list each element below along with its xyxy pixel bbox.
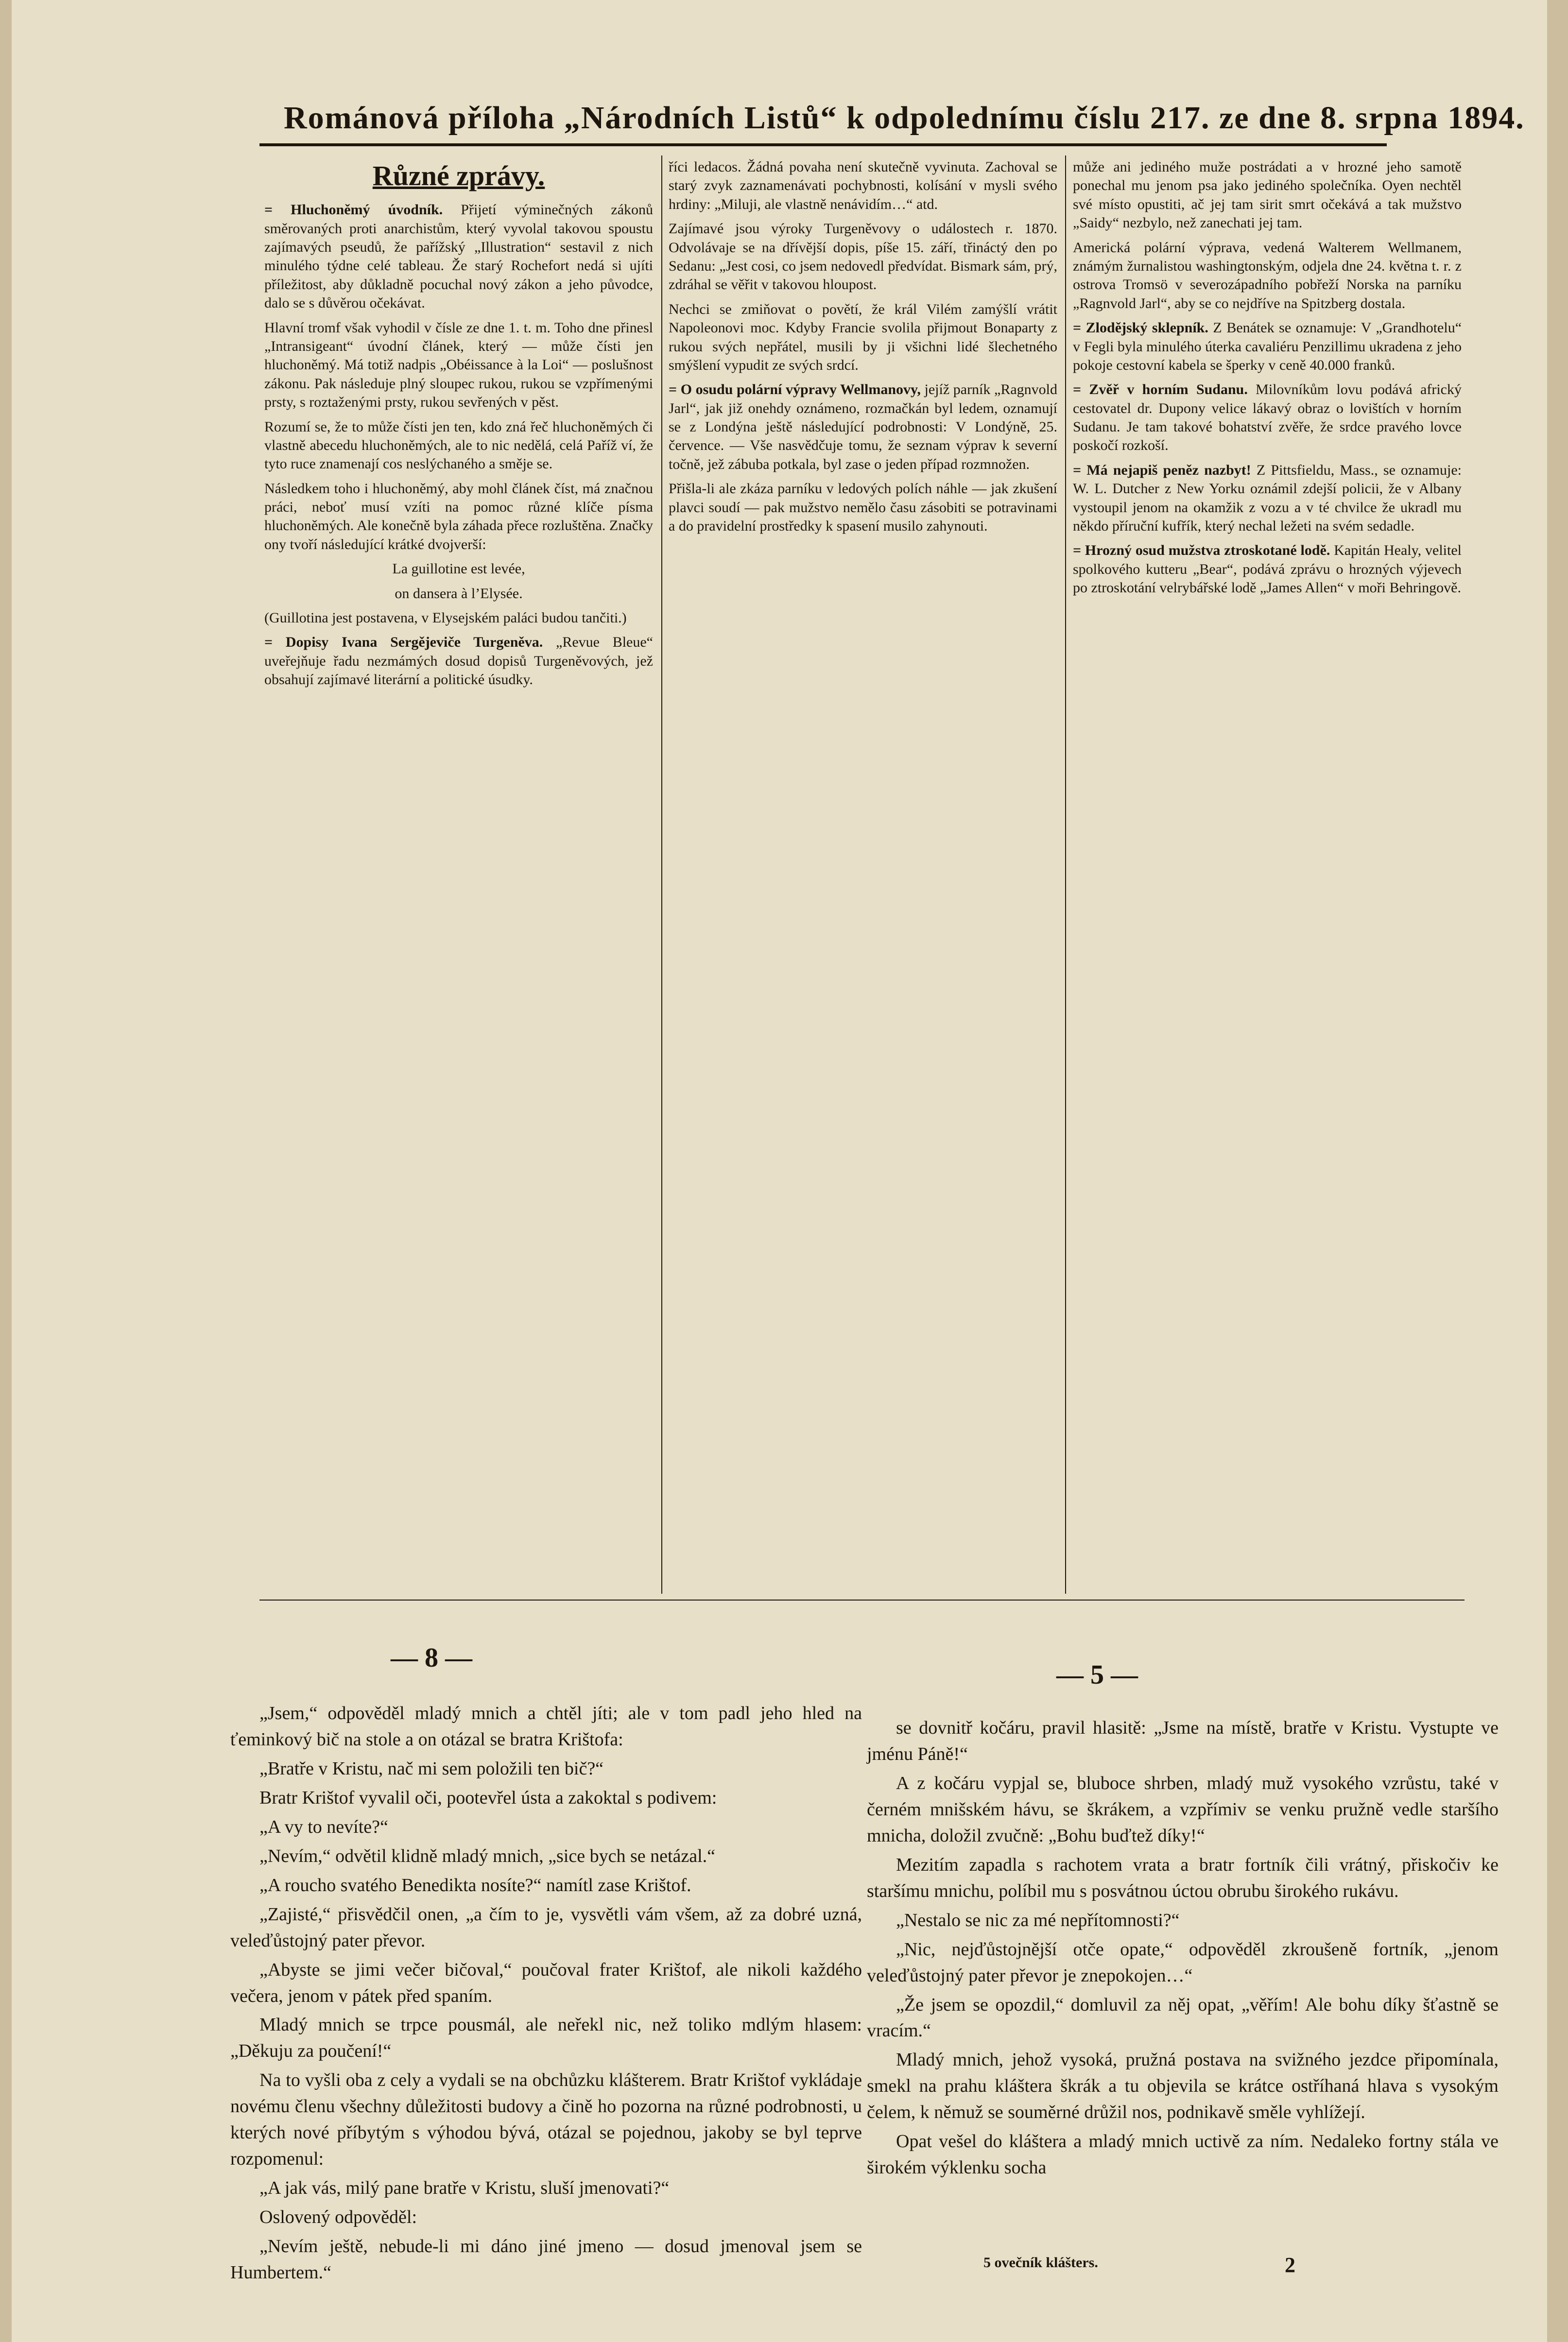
article-heading: = Má nejapiš peněz nazbyt!	[1073, 462, 1251, 478]
right-page-number: — 5 —	[1056, 1660, 1138, 1690]
novel-paragraph: „A jak vás, milý pane bratře v Kristu, sluší jmenovati?“	[259, 2178, 670, 2199]
novel-paragraph: „Nevím,“ odvětil klidně mladý mnich, „sice bych se netázal.“	[259, 1845, 716, 1866]
novel-paragraph: „A roucho svatého Benedikta nosíte?“ namítl zase Krištof.	[259, 1875, 691, 1895]
news-paragraph	[264, 319, 653, 412]
news-paragraph	[669, 480, 1057, 535]
paragraph-text: Americká polární výprava, vedená Walterem Wellmanem, známým žurnalistou washingtonským, odjela dne 24. května t. r. z ostrova Tromsö v severozápadního pobřeží Norska na parníku „Ragnvold Jarl“, aby se co nejdříve na Spitzberg dostala.	[1073, 239, 1462, 311]
paragraph-text: Hlavní tromf však vyhodil v čísle ze dne 1. t. m. Toho dne přinesl „Intransigeant“ úvodní článek, který — může čísti jen hluchoněmý. Má totiž nadpis „Obéissance à la Loi“ — poslušnost zákonu. Pak následuje plný sloupec rukou, rukou se vzpřímenými prsty, s roztaženými prsty, rukou sevřených v pěst.	[264, 319, 653, 411]
novel-paragraph: se dovnitř kočáru, pravil hlasitě: „Jsme na místě, bratře v Kristu. Vystupte ve jménu Páně!“	[867, 1718, 1499, 1764]
news-paragraph	[264, 585, 653, 603]
paragraph-text: říci ledacos. Žádná povaha není skutečně vyvinuta. Zachoval se starý zvyk zaznamenávati pochybnosti, kolísání v mysli svého hrdiny: „Miluji, ale vlastně nenávidím…“ atd.	[669, 159, 1057, 212]
article-heading: = Hluchoněmý úvodník.	[264, 202, 443, 218]
paragraph-text: Milovníkům lovu podává africký cestovatel dr. Dupony velice lákavý obraz o lovištích v horním Sudanu. Je tam takové bohatství zvěře, že srdce pravého lovce poskočí rozkoší.	[1073, 381, 1462, 454]
page-header-title: Románová příloha „Národních Listů“ k odpolednímu číslu 217. ze dne 8. srpna 1894.	[284, 100, 1525, 136]
news-paragraph	[264, 609, 653, 627]
news-paragraph	[1073, 380, 1462, 455]
paragraph-text: Nechci se zmiňovat o povětí, že král Vilém zamýšlí vrátit Napoleonovi moc. Kdyby Francie svolila přijmout Bonaparty z rukou svých nepřátel, musili by ji všichni lidé šlechetného smýšlení vypudit ze svých srdcí.	[669, 301, 1057, 373]
paragraph-text: „Revue Bleue“ uveřejňuje řadu nezmámých dosud dopisů Turgeněvových, jež obsahují zajímavé literární a politické úsudky.	[264, 634, 653, 688]
novel-paragraph: Bratr Krištof vyvalil oči, pootevřel ústa a zakoktal s podivem:	[259, 1787, 717, 1808]
paragraph-text: on dansera à l’Elysée.	[395, 585, 523, 602]
article-heading: = Dopisy Ivana Sergějeviče Turgeněva.	[264, 634, 543, 651]
sheet-number: 2	[1285, 2253, 1295, 2277]
novel-paragraph: A z kočáru vypjal se, bluboce shrben, mladý muž vysokého vzrůstu, také v černém mnišském hávu, se škrákem, a vzpřímiv se venku pružně vedle staršího mnicha, doložil zvučně: „Bohu buďtež díky!“	[867, 1773, 1499, 1846]
paragraph-text: Z Benátek se oznamuje: V „Grandhotelu“ v Fegli byla minulého úterka cavaliéru Penzillimu ukradena z jeho pokoje cestovní kabela se šperky v ceně 40.000 franků.	[1073, 320, 1462, 373]
section-heading: Různé zprávy.	[372, 160, 545, 191]
novel-paragraph: Mladý mnich se trpce pousmál, ale neřekl nic, než toliko mdlým hlasem: „Děkuju za poučení!“	[230, 2015, 862, 2062]
news-paragraph	[1073, 319, 1462, 375]
column-divider	[661, 155, 662, 1594]
news-paragraph	[264, 633, 653, 689]
paragraph-text: Přišla-li ale zkáza parníku v ledových polích náhle — jak zkušení plavci soudí — pak mužstvo nemělo času zásobiti se potravinami a do pravidelní prostředky k spasení musilo zahynouti.	[669, 481, 1057, 534]
novel-paragraph: „Nevím ještě, nebude-li mi dáno jiné jmeno — dosud jmenoval jsem se Humbertem.“	[230, 2236, 862, 2283]
header-rule	[259, 143, 1387, 146]
signature-mark: 5 ovečník klášters.	[983, 2255, 1098, 2271]
novel-page-left	[230, 1701, 862, 2283]
novel-paragraph: Oslovený odpověděl:	[259, 2207, 417, 2228]
article-heading: = O osudu polární výpravy Wellmanovy,	[669, 381, 921, 398]
paragraph-text: může ani jediného muže postrádati a v hrozné jeho samotě ponechal mu jenom psa jako jediného společníka. Oyen nechtěl své místo opustiti, ač jej tam sirit smrt očekává a tak mužstvo „Saidy“ nezbylo, než zanechati jej tam.	[1073, 159, 1462, 231]
paragraph-text: (Guillotina jest postavena, v Elysejském paláci budou tančiti.)	[264, 610, 627, 626]
novel-paragraph: „Nestalo se nic za mé nepřítomnosti?“	[896, 1910, 1180, 1930]
news-paragraph	[669, 300, 1057, 375]
paragraph-text: Zajímavé jsou výroky Turgeněvovy o událostech r. 1870. Odvolávaje se na dřívější dopis, píše 15. září, třináctý den po Sedanu: „Jest cosi, co jsem nedovedl předvídat. Bismark sám, prý, zdráhal se věřit v takovou hloupost.	[669, 221, 1057, 293]
news-column-1	[264, 158, 653, 1591]
news-paragraph	[1073, 239, 1462, 313]
news-column-2	[669, 158, 1057, 1591]
newspaper-page	[12, 0, 1547, 2342]
novel-paragraph: Na to vyšli oba z cely a vydali se na obchůzku klášterem. Bratr Krištof vykládaje novému členu všechny důležitosti budovy a čině ho pozorna na různé podrobnosti, u kterých nové příbytým s výhodou bývá, otázal se pojednou, jakoby se byl teprve rozpomenul:	[230, 2070, 862, 2170]
novel-paragraph: „Jsem,“ odpověděl mladý mnich a chtěl jíti; ale v tom padl jeho hled na ťeminkový bič na stole a on otázal se bratra Krištofa:	[230, 1703, 862, 1750]
novel-paragraph: „Že jsem se opozdil,“ domluvil za něj opat, „věřím! Ale bohu díky šťastně se vracím.“	[867, 1994, 1499, 2041]
novel-page-right	[867, 1715, 1499, 2255]
news-paragraph	[264, 418, 653, 474]
novel-paragraph: „Nic, nejďůstojnější otče opate,“ odpověděl zkroušeně fortník, „jenom veleďůstojný pater převor je znepokojen…“	[867, 1939, 1499, 1986]
novel-paragraph: Mezitím zapadla s rachotem vrata a bratr fortník čili vrátný, přiskočiv ke staršímu mnichu, políbil mu s posvátnou úctou obrubu širokého rukávu.	[867, 1854, 1499, 1901]
news-paragraph	[264, 201, 653, 312]
novel-paragraph: Mladý mnich, jehož vysoká, pružná postava na svižného jezdce připomínala, smekl na prahu kláštera škrák a tu objevila se krátce ostříhaná hlava s vysokým čelem, k němuž se souměrné drůžil nos, podnikavě směle vyhlížejí.	[867, 2049, 1499, 2123]
section-divider	[259, 1600, 1465, 1601]
novel-paragraph: „Abyste se jimi večer bičoval,“ poučoval frater Krištof, ale nikoli každého večera, jenom v pátek před spaním.	[230, 1959, 862, 2006]
paragraph-text: Přijetí výminečných zákonů směrovaných proti anarchistům, který vyvolal takovou spoustu zajímavých pseudů, že pařížský „Illustration“ sestavil z nich minulého týdne celé tableau. Že starý Rochefort nedá si ujíti příležitost, aby důkladně pocuchal nový zákon a jeho původce, dalo se s důvěrou očekávat.	[264, 202, 654, 311]
paragraph-text: jejíž parník „Ragnvold Jarl“, jak již onehdy oznámeno, rozmačkán byl ledem, oznamují se z Londýna ještě následující podrobnosti: V Londýně, 25. července. — Vše nasvědčuje tomu, že seznam výprav k severní točně, jež zábuba potkala, byl zase o jeden případ rozmnožen.	[669, 381, 1057, 472]
novel-paragraph: „Bratře v Kristu, nač mi sem položili ten bič?“	[259, 1758, 604, 1779]
news-paragraph	[669, 220, 1057, 294]
news-paragraph	[669, 380, 1057, 474]
paragraph-text: Následkem toho i hluchoněmý, aby mohl článek číst, má značnou práci, neboť musí vzíti na pomoc různé klíče písma hluchoněmých. Ale konečně byla záhada přece rozluštěna. Značky ony tvoří následující krátké dvojverší:	[264, 480, 653, 552]
paragraph-text: La guillotine est levée,	[392, 561, 525, 577]
novel-paragraph: Opat vešel do kláštera a mladý mnich uctivě za ním. Nedaleko fortny stála ve širokém výklenku socha	[867, 2131, 1499, 2178]
news-paragraph	[264, 480, 653, 554]
news-paragraph	[669, 158, 1057, 214]
paragraph-text: Rozumí se, že to může čísti jen ten, kdo zná řeč hluchoněmých či vlastně abecedu hluchoněmých, ale to nic nedělá, celá Paříž ví, že tyto ruce znamenají cos neslýchaného a směje se.	[264, 418, 653, 472]
news-paragraph	[264, 560, 653, 578]
news-column-3	[1073, 158, 1462, 1591]
article-heading: = Zlodějský sklepník.	[1073, 320, 1208, 336]
column-divider	[1065, 155, 1066, 1594]
paragraph-text: Z Pittsfieldu, Mass., se oznamuje: W. L. Dutcher z New Yorku oznámil zdejší policii, že v Albany vystoupil jenom na okamžik z vozu a v té chvilce že ukradl mu někdo příruční kufřík, který nechal ležeti na svém sedadle.	[1073, 462, 1462, 534]
article-heading: = Hrozný osud mužstva ztroskotané lodě.	[1073, 542, 1330, 559]
left-page-number: — 8 —	[391, 1643, 472, 1673]
news-paragraph	[1073, 541, 1462, 597]
novel-paragraph: „Zajisté,“ přisvědčil onen, „a čím to je, vysvětli vám všem, až za dobré uzná, veleďůstojný pater převor.	[230, 1904, 862, 1951]
novel-paragraph: „A vy to nevíte?“	[259, 1816, 388, 1837]
article-heading: = Zvěř v horním Sudanu.	[1073, 381, 1248, 398]
news-paragraph	[1073, 158, 1462, 233]
news-paragraph	[1073, 461, 1462, 536]
paragraph-text: Kapitán Healy, velitel spolkového kutteru „Bear“, podává zprávu o hrozných výjevech po ztroskotání velrybářské lodě „James Allen“ v moři Behringově.	[1073, 542, 1462, 596]
